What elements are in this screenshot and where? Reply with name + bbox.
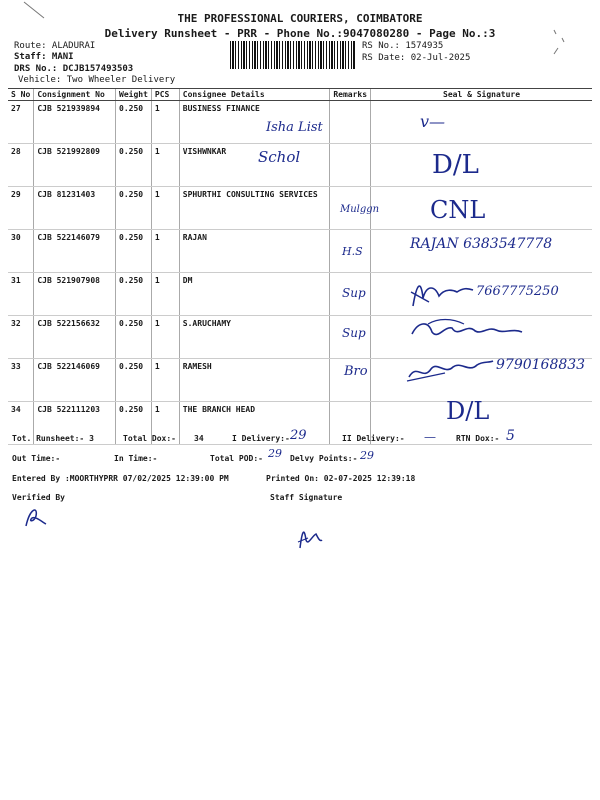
cell-pcs: 1 — [151, 273, 179, 316]
rtn-dox-value: 5 — [506, 428, 515, 444]
i-delivery-value: 29 — [290, 428, 307, 443]
handwritten-signature: v— — [420, 112, 446, 131]
total-dox-label: Total Dox:- — [123, 434, 176, 443]
barcode — [230, 41, 355, 69]
rs-date: RS Date: 02-Jul-2025 — [362, 53, 471, 63]
cell-sno: 29 — [8, 187, 34, 230]
cell-consignee: SPHURTHI CONSULTING SERVICES — [179, 187, 330, 230]
cell-consignee: THE BRANCH HEAD — [179, 402, 330, 445]
cell-sno: 32 — [8, 316, 34, 359]
route-label: Route: ALADURAI — [14, 41, 96, 51]
handwritten-signature: 7667775250 — [476, 284, 559, 299]
handwritten-signature: 9790168833 — [496, 357, 586, 373]
handwritten-remark: Bro — [344, 364, 368, 379]
cell-sno: 30 — [8, 230, 34, 273]
ink-mark — [548, 26, 572, 60]
document-subtitle: Delivery Runsheet - PRR - Phone No.:9047080280 - Page No.:3 — [104, 27, 496, 40]
cell-consignment: CJB 522146079 — [34, 230, 116, 273]
rs-number: RS No.: 1574935 — [362, 41, 444, 51]
cell-remarks — [330, 144, 371, 187]
cell-weight: 0.250 — [116, 101, 152, 144]
cell-sno: 28 — [8, 144, 34, 187]
document-title: THE PROFESSIONAL COURIERS, COIMBATORE — [177, 12, 423, 25]
cell-consignment: CJB 81231403 — [34, 187, 116, 230]
handwritten-signature: D/L — [432, 150, 479, 180]
cell-consignment: CJB 522156632 — [34, 316, 116, 359]
handwritten-remark: Isha List — [266, 120, 323, 135]
cell-consignment: CJB 521939894 — [34, 101, 116, 144]
col-remarks: Remarks — [330, 89, 371, 101]
cell-remarks — [330, 101, 371, 144]
cell-consignee: BUSINESS FINANCE — [179, 101, 330, 144]
cell-consignee: RAJAN — [179, 230, 330, 273]
rtn-dox-label: RTN Dox:- — [456, 434, 500, 443]
handwritten-remark: Sup — [342, 286, 366, 300]
cell-weight: 0.250 — [116, 402, 152, 445]
tot-runsheet: Tot. Runsheet:- 3 — [12, 434, 94, 443]
cell-weight: 0.250 — [116, 359, 152, 402]
cell-consignee: S.ARUCHAMY — [179, 316, 330, 359]
col-consignment: Consignment No — [34, 89, 116, 101]
cell-sno: 31 — [8, 273, 34, 316]
cell-weight: 0.250 — [116, 144, 152, 187]
handwritten-remark: Schol — [258, 148, 301, 166]
vehicle-label: Vehicle: Two Wheeler Delivery — [18, 75, 176, 85]
staff-signature — [294, 522, 328, 552]
staff-label: Staff: MANI — [14, 52, 74, 62]
cell-seal — [371, 101, 592, 144]
cell-consignment: CJB 522111203 — [34, 402, 116, 445]
cell-consignment: CJB 522146069 — [34, 359, 116, 402]
i-delivery-label: I Delivery:- — [232, 434, 290, 443]
handwritten-remark: Sup — [342, 326, 366, 340]
runsheet-table — [8, 88, 592, 445]
col-sno: S No — [8, 89, 34, 101]
cell-consignee: RAMESH — [179, 359, 330, 402]
verifier-signature — [20, 504, 50, 530]
handwritten-remark: Mulggn — [340, 204, 380, 215]
cell-pcs: 1 — [151, 402, 179, 445]
cell-weight: 0.250 — [116, 230, 152, 273]
total-pod-value: 29 — [268, 447, 282, 460]
col-seal-signature: Seal & Signature — [371, 89, 592, 101]
signature-scribble — [405, 355, 495, 385]
verified-by-label: Verified By — [12, 493, 65, 502]
cell-consignee: DM — [179, 273, 330, 316]
cell-pcs: 1 — [151, 359, 179, 402]
col-pcs: PCS — [151, 89, 179, 101]
cell-pcs: 1 — [151, 230, 179, 273]
cell-consignment: CJB 521992809 — [34, 144, 116, 187]
total-pod-label: Total POD:- — [210, 454, 263, 463]
drs-number: DRS No.: DCJB157493503 — [14, 64, 134, 74]
cell-weight: 0.250 — [116, 273, 152, 316]
cell-weight: 0.250 — [116, 316, 152, 359]
signature-scribble — [405, 276, 475, 310]
cell-consignee: VISHWNKAR — [179, 144, 330, 187]
col-consignee: Consignee Details — [179, 89, 330, 101]
ink-mark — [20, 0, 50, 20]
printed-on: Printed On: 02-07-2025 12:39:18 — [266, 474, 416, 483]
delvy-points-label: Delvy Points:- — [290, 454, 358, 463]
delvy-points-value: 29 — [360, 449, 374, 462]
table-header-row — [8, 89, 592, 101]
handwritten-signature: D/L — [446, 397, 490, 425]
cell-pcs: 1 — [151, 187, 179, 230]
in-time: In Time:- — [114, 454, 158, 463]
cell-sno: 33 — [8, 359, 34, 402]
cell-sno: 34 — [8, 402, 34, 445]
handwritten-remark: H.S — [342, 245, 363, 258]
table-row — [8, 187, 592, 230]
staff-signature-label: Staff Signature — [270, 493, 343, 502]
ii-delivery-label: II Delivery:- — [342, 434, 405, 443]
out-time: Out Time:- — [12, 454, 61, 463]
ii-delivery-value: — — [424, 430, 436, 444]
handwritten-signature: RAJAN 6383547778 — [410, 236, 553, 252]
cell-consignment: CJB 521907908 — [34, 273, 116, 316]
col-weight: Weight — [116, 89, 152, 101]
cell-sno: 27 — [8, 101, 34, 144]
handwritten-signature: CNL — [430, 196, 486, 224]
cell-pcs: 1 — [151, 316, 179, 359]
entered-by: Entered By :MOORTHYPRR 07/02/2025 12:39:00 PM — [12, 474, 229, 483]
cell-pcs: 1 — [151, 144, 179, 187]
signature-scribble — [408, 316, 528, 346]
cell-pcs: 1 — [151, 101, 179, 144]
cell-weight: 0.250 — [116, 187, 152, 230]
total-dox-value: 34 — [194, 434, 204, 443]
cell-seal — [371, 144, 592, 187]
